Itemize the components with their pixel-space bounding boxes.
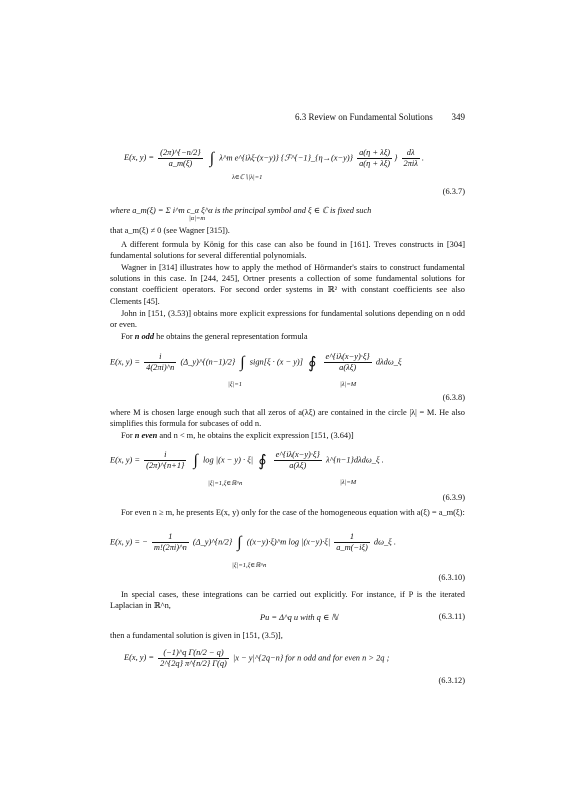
paragraph-odd: For n odd he obtains the general representation formula (121, 332, 308, 341)
integral-sign: ∫ (237, 533, 242, 551)
section-title: 6.3 Review on Fundamental Solutions (295, 112, 433, 122)
page-number: 349 (451, 112, 465, 122)
equation-6-3-9: E(x, y) = $\frac{i}{(2\pi)\^{}\{n+1\}}$ ∫ log |(x − y) · ξ| ∮ $\frac{e\^{}\{i\lambda(x-y)\cdot\xi\}}{a(\lambda\xi)}$ λ^{n−1}dλdω_ξ . (110, 450, 384, 470)
eq-body: λ^m e^{iλξ·(x−y)} {ℱ^{−1}_{η→(x−y)} (219, 153, 354, 163)
integral-sign: ∫ (209, 149, 215, 167)
equation-number: (6.3.9) (442, 493, 465, 502)
paragraph-special-cases: In special cases, these integrations can be carried out explicitly. For instance, if P is the iterated Laplacian in ℝ^n, (110, 590, 465, 611)
equation-number: (6.3.10) (438, 573, 465, 582)
equation-number: (6.3.7) (442, 187, 465, 196)
sum-range: |α|=m (189, 215, 206, 222)
paragraph-where: where a_m(ξ) = Σ i^m c_α ξ^α is the principal symbol and ξ ∈ ℂ is fixed such (110, 206, 372, 215)
paragraph-konig: A different formula by König for this case can also be found in [161]. Treves constructs in [304] fundamental solutions for several differential polynomials. (110, 240, 465, 261)
equation-6-3-12: E(x, y) = $\frac{\text{(−1)\textasciicircum{}q Γ(n/2 − q)}}{2\^{}\{2q\} \pi\^{}\{n/2\} \Gamma(q)}$ |x − y|^{2q−n} for n odd and for even n > 2q ; (124, 648, 390, 668)
contour-integral-sign: ∮ (308, 354, 317, 372)
eq-fraction: $\frac{(2\pi)\^{}\{-n/2\}}{a\_m(\xi)}$ (160, 148, 201, 168)
book-page: 6.3 Review on Fundamental Solutions 349 E(x, y) = $\frac{(2\pi)\^{}\{-n/2\}}{a\_m(\xi)}$ ∫ λ^m e^{iλξ·(x−y)} {ℱ^{−1}_{η→(x−y)} $\frac{a(\eta + \lambda\xi)}{a(\eta + \lambda\xi)}$ } $\frac{d\lambda}{\text{2πiλ}}$ . λ∈ℂ∖|λ|=1 (6.3.7) where a_m(ξ) = Σ i^m c_α ξ^α is the principal symbol and ξ ∈ ℂ is fixed such |α|=m that a_m(ξ) ≠ 0 (see Wagner [315]). A different formula by König for this case can also be found in [161]. Treves constructs in [304] fundamental solutions for several differential polynomials. Wagner in [314] illustrates how to apply the method of Hörmander's stairs to construct fundamental solutions in this case. In [244, 245], Ortner presents a collection of some fundamental solutions for constant coefficient operators. For second order systems in ℝ² with constant coefficients see also Clements [45]. John in [151, (3.53)] obtains more explicit expressions for fundamental solutions depending on n odd or even. For n odd he obtains the general representation formula E(x, y) = $\frac{i}{4(2\pi i)\^{}n}$ (Δ_y)^{(n−1)/2} ∫ sign[ξ · (x − y)] ∮ $\frac{e\^{}\{i\lambda(x-y)\cdot\xi\}}{a(\lambda\xi)}$ dλdω_ξ |ξ|=1 |λ|=M (6.3.8) where M is chosen large enough such that all zeros of a(λξ) are contained in the circle |λ| = M. He also simplifies this formula for subcases of odd n. For n even and n < m, he obtains the explicit expression [151, (3.64)] E(x, y) = $\frac{i}{(2\pi)\^{}\{n+1\}}$ ∫ log |(x − y) · ξ| ∮ $\frac{e\^{}\{i\lambda(x-y)\cdot\xi\}}{a(\lambda\xi)}$ λ^{n−1}dλdω_ξ . |ξ|=1,ξ∈ℝ^n |λ|=M (6.3.9) For even n ≥ m, he presents E(x, y) only for the case of the homogeneous equation with a(ξ) = a_m(ξ): E(x, y) = − $\frac{1}{m!(2\pi i)\^{}n}$ (Δ_y)^{n/2} ∫ ((x−y)·ξ)^m log |(x−y)·ξ| $\frac{1}{a\_m(-i\xi)}$ dω_ξ . |ξ|=1,ξ∈ℝ^n (6.3.10) In special cases, these integrations can be carried out explicitly. For instance, if P is the iterated Laplacian in ℝ^n, Pu = Δ^q u with q ∈ ℕ (6.3.11) then a fundamental solution is given in [151, (3.5)], E(x, y) = $\frac{\text{(−1)\textasciicircum{}q Γ(n/2 − q)}}{2\^{}\{2q\} \pi\^{}\{n/2\} \Gamma(q)}$ |x − y|^{2q−n} for n odd and for even n > 2q ; (6.3.12) (110, 112, 465, 685)
paragraph-where-2: that a_m(ξ) ≠ 0 (see Wagner [315]). (110, 226, 230, 235)
equation-number: (6.3.12) (438, 676, 465, 685)
equation-6-3-8: E(x, y) = $\frac{i}{4(2\pi i)\^{}n}$ (Δ_y)^{(n−1)/2} ∫ sign[ξ · (x − y)] ∮ $\frac{e\^{}\{i\lambda(x-y)\cdot\xi\}}{a(\lambda\xi)}$ dλdω_ξ (110, 352, 402, 372)
equation-number: (6.3.8) (442, 393, 465, 402)
paragraph-homogeneous: For even n ≥ m, he presents E(x, y) only for the case of the homogeneous equation with a(ξ) = a_m(ξ): (121, 508, 465, 517)
integral-sign: ∫ (240, 353, 245, 371)
equation-6-3-10: E(x, y) = − $\frac{1}{m!(2\pi i)\^{}n}$ (Δ_y)^{n/2} ∫ ((x−y)·ξ)^m log |(x−y)·ξ| $\frac{1}{a\_m(-i\xi)}$ dω_ξ . (110, 532, 396, 552)
paragraph-M: where M is chosen large enough such that all zeros of a(λξ) are contained in the circle |λ| = M. He also simplifies this formula for subcases of odd n. (110, 408, 465, 429)
equation-number: (6.3.11) (438, 612, 465, 621)
running-header (110, 112, 465, 122)
eq-lhs: E(x, y) = (124, 153, 155, 163)
paragraph-fundamental: then a fundamental solution is given in [151, (3.5)], (110, 631, 283, 640)
paragraph-john: John in [151, (3.53)] obtains more explicit expressions for fundamental solutions depending on n odd or even. (110, 309, 465, 330)
contour-integral-sign: ∮ (258, 452, 267, 470)
equation-6-3-7: E(x, y) = $\frac{(2\pi)\^{}\{-n/2\}}{a\_m(\xi)}$ ∫ λ^m e^{iλξ·(x−y)} {ℱ^{−1}_{η→(x−y)} $\frac{a(\eta + \lambda\xi)}{a(\eta + \lambda\xi)}$ } $\frac{d\lambda}{\text{2πiλ}}$ . (124, 148, 424, 168)
integral-range: λ∈ℂ∖|λ|=1 (232, 174, 263, 181)
equation-6-3-11: Pu = Δ^q u with q ∈ ℕ (260, 613, 338, 622)
paragraph-wagner: Wagner in [314] illustrates how to apply the method of Hörmander's stairs to construct fundamental solutions in this case. In [244, 245], Ortner presents a collection of some fundamental solutions for constant coefficient operators. For second order systems in ℝ² with constant coefficients see also Clements [45]. (110, 263, 465, 306)
paragraph-even: For n even and n < m, he obtains the explicit expression [151, (3.64)] (121, 431, 354, 440)
integral-sign: ∫ (193, 451, 198, 469)
